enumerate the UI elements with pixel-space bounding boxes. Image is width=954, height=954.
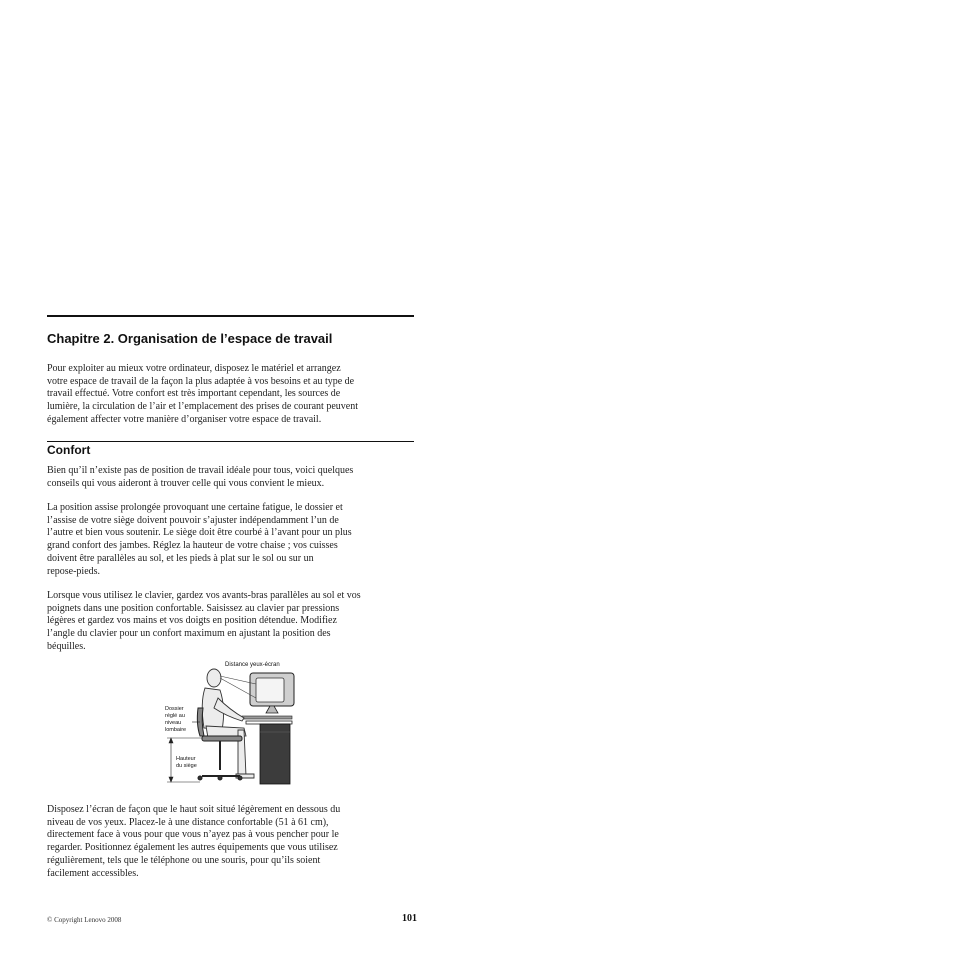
text-line: l’autre et bien vous soutenir. Le siège doit être courbé à l’avant pour un plus: [47, 527, 352, 539]
text-line: regarder. Positionnez également les autres équipements que vous utilisez: [47, 842, 338, 854]
label-backrest-1: Dossier: [165, 706, 184, 712]
label-seat-2: du siège: [176, 763, 197, 769]
copyright-notice: © Copyright Lenovo 2008: [47, 916, 122, 924]
comfort-paragraph-1: [47, 465, 353, 490]
text-line: Disposez l’écran de façon que le haut soit situé légèrement en dessous du: [47, 804, 341, 815]
text-line: votre espace de travail de la façon la plus adaptée à vos besoins et au type de: [47, 375, 355, 387]
ergonomics-illustration: [160, 658, 302, 786]
text-line: l’angle du clavier pour un confort maximum en ajustant la position des: [47, 628, 331, 640]
comfort-paragraph-4: [47, 804, 340, 880]
intro-paragraph: [47, 363, 358, 427]
page-number: 101: [402, 913, 417, 924]
label-backrest-3: niveau: [165, 720, 182, 726]
text-line: lumière, la circulation de l’air et l’emplacement des prises de courant peuvent: [47, 401, 358, 413]
text-line: conseils qui vous aideront à trouver celle qui vous convient le mieux.: [47, 477, 325, 489]
chapter-title: Chapitre 2. Organisation de l’espace de travail: [47, 331, 333, 346]
text-line: Bien qu’il n’existe pas de position de travail idéale pour tous, voici quelques: [47, 465, 354, 476]
text-line: travail effectué. Votre confort est très important cependant, les sources de: [47, 388, 341, 400]
text-line: régulièrement, tels que le téléphone ou une souris, pour qu’ils soient: [47, 854, 321, 866]
label-backrest-2: réglé au: [165, 713, 185, 719]
label-seat-1: Hauteur: [176, 756, 196, 762]
chapter-top-rule: [47, 315, 414, 317]
section-title: Confort: [47, 443, 91, 457]
text-line: également affecter votre manière d’organiser votre espace de travail.: [47, 413, 322, 425]
text-line: directement face à vous pour que vous n’ayez pas à vous pencher pour le: [47, 829, 339, 841]
text-line: poignets dans une position confortable. Saisissez au clavier par pressions: [47, 602, 340, 614]
comfort-paragraph-2: [47, 502, 352, 578]
text-line: La position assise prolongée provoquant une certaine fatigue, le dossier et: [47, 502, 343, 513]
text-line: béquilles.: [47, 640, 86, 652]
text-line: facilement accessibles.: [47, 867, 139, 879]
text-line: Lorsque vous utilisez le clavier, gardez vos avants-bras parallèles au sol et vos: [47, 590, 361, 601]
text-line: repose-pieds.: [47, 565, 101, 577]
label-distance: Distance yeux-écran: [225, 662, 280, 668]
text-line: Pour exploiter au mieux votre ordinateur, disposez le matériel et arrangez: [47, 363, 341, 374]
text-line: l’assise de votre siège doivent pouvoir s’ajuster indépendamment l’un de: [47, 514, 339, 526]
workstation-posture-drawing: [160, 658, 302, 786]
text-line: niveau de vos yeux. Placez-le à une distance confortable (51 à 61 cm),: [47, 816, 329, 828]
comfort-paragraph-3: [47, 590, 361, 654]
text-line: légères et gardez vos mains et vos doigts en position détendue. Modifiez: [47, 615, 337, 627]
text-line: doivent être parallèles au sol, et les pieds à plat sur le sol ou sur un: [47, 552, 314, 564]
label-backrest-4: lombaire: [165, 727, 187, 733]
text-line: grand confort des jambes. Réglez la hauteur de votre chaise ; vos cuisses: [47, 540, 338, 552]
section-rule: [47, 441, 414, 442]
monitor-drawing: [250, 673, 294, 713]
